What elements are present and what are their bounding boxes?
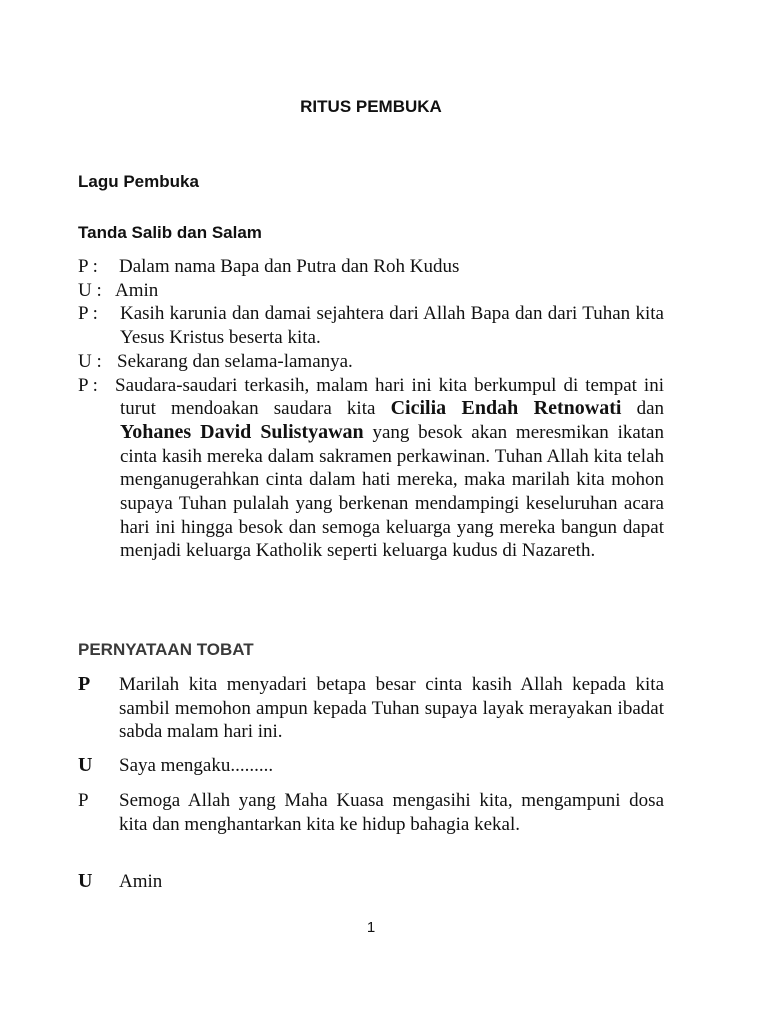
groom-name: Yohanes David Sulistyawan: [120, 420, 364, 443]
dialog-line: [78, 302, 664, 349]
dialog-text: Sekarang dan selama-lamanya.: [117, 350, 353, 372]
tobat-line: [78, 789, 664, 836]
greeting-conjunction: dan: [636, 398, 665, 420]
greeting-text-1: Saudara-saudari terkasih, malam hari ini kita berkumpul di tempat ini turut mendoakan saudara kita: [115, 374, 664, 420]
dialog-text: Dalam nama Bapa dan Putra dan Roh Kudus: [119, 256, 460, 277]
tobat-line: [78, 870, 664, 894]
opening-dialog: [78, 255, 664, 563]
greeting-paragraph: [78, 374, 664, 564]
bride-name: Cicilia Endah Retnowati: [390, 397, 622, 420]
tobat-text: Saya mengaku.........: [119, 755, 274, 776]
dialog-line: [78, 255, 664, 279]
page-number: 1: [366, 919, 376, 936]
tobat-line: [78, 754, 664, 778]
tobat-text: Amin: [119, 871, 163, 892]
speaker-label: P :: [78, 374, 98, 396]
speaker-label: U: [78, 754, 93, 776]
heading-tanda-salib: Tanda Salib dan Salam: [78, 223, 262, 242]
dialog-text: Amin: [115, 279, 159, 301]
heading-pernyataan-tobat: PERNYATAAN TOBAT: [78, 640, 254, 659]
speaker-label: P :: [78, 303, 98, 325]
speaker-label: P :: [78, 256, 98, 277]
tobat-text: Marilah kita menyadari betapa besar cinta kasih Allah kepada kita sambil memohon ampun kepada Tuhan supaya layak merayakan ibadat sabda malam hari ini.: [119, 674, 664, 743]
tobat-line: [78, 673, 664, 744]
tobat-text: Semoga Allah yang Maha Kuasa mengasihi kita, mengampuni dosa kita dan menghantarkan kita ke hidup bahagia kekal.: [119, 790, 664, 835]
page-title: RITUS PEMBUKA: [300, 97, 442, 116]
speaker-label: U :: [78, 279, 102, 301]
speaker-label: P: [78, 790, 89, 811]
speaker-label: P: [78, 673, 91, 695]
heading-lagu-pembuka: Lagu Pembuka: [78, 172, 199, 191]
dialog-text: Kasih karunia dan damai sejahtera dari Allah Bapa dan dari Tuhan kita Yesus Kristus beserta kita.: [120, 303, 664, 349]
dialog-line: [78, 279, 664, 303]
speaker-label: U :: [78, 350, 102, 372]
greeting-text-2: yang besok akan meresmikan ikatan cinta kasih mereka dalam sakramen perkawinan. Tuhan Allah kita telah menganugerahkan cinta dalam hati mereka, maka marilah kita mohon supaya Tuhan pulalah yang berkenan mendampingi keseluruhan acara hari ini hingga besok dan semoga keluarga yang mereka bangun dapat menjadi keluarga Katholik seperti keluarga kudus di Nazareth.: [120, 421, 664, 562]
speaker-label: U: [78, 870, 93, 892]
dialog-line: [78, 350, 664, 374]
